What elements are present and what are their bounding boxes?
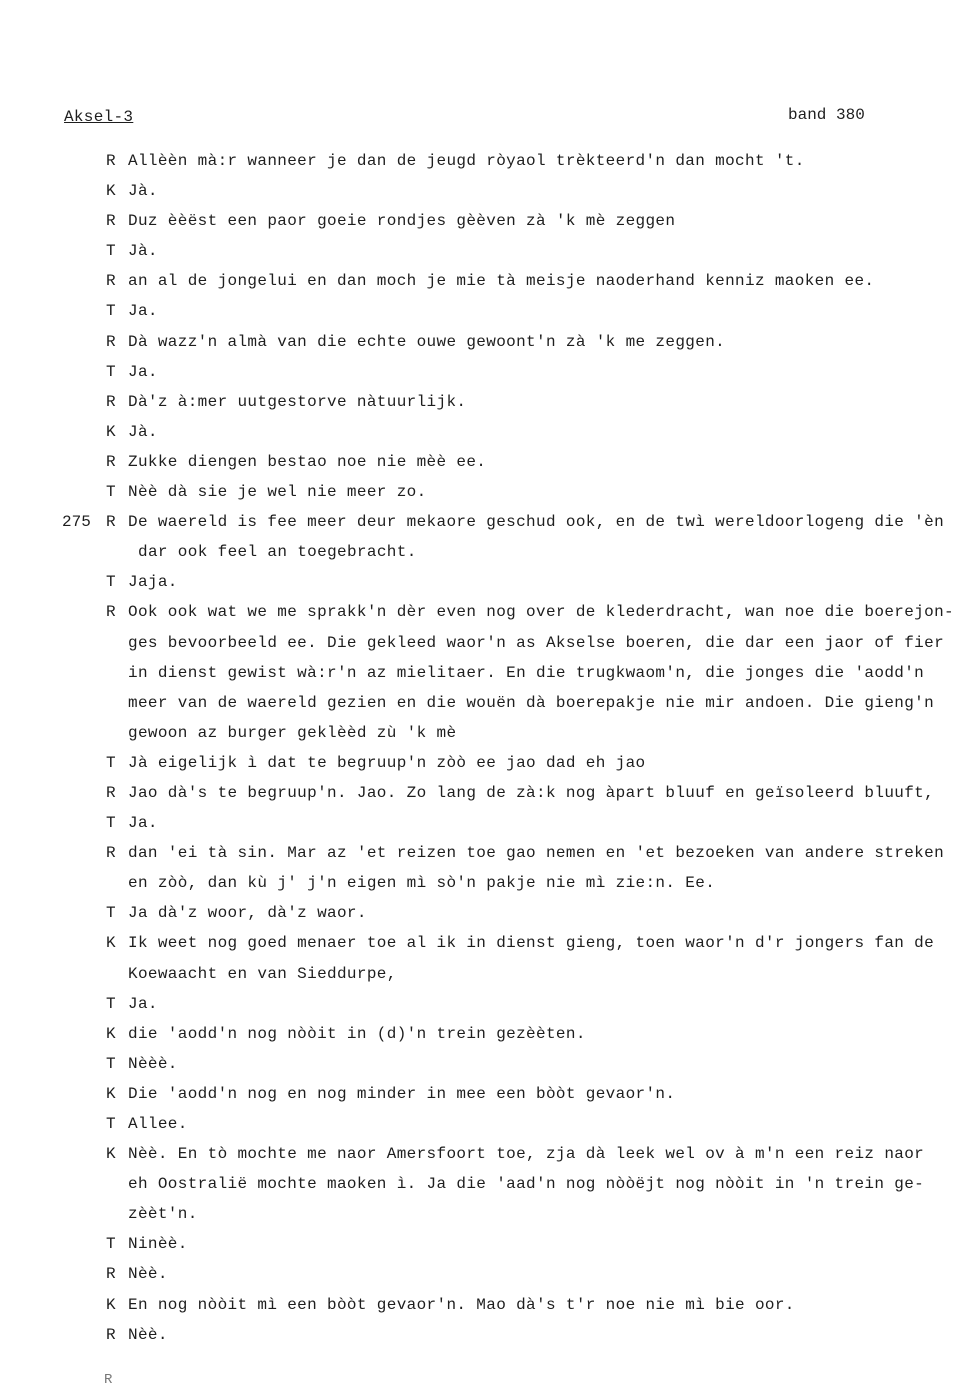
utterance-text: gewoon az burger geklèèd zù 'k mè <box>128 723 457 742</box>
transcript-line <box>0 1019 979 1049</box>
utterance-text: Ja. <box>128 362 158 381</box>
speaker-label: T <box>106 1235 116 1254</box>
transcript-line <box>0 1259 979 1289</box>
transcript-line <box>0 296 979 326</box>
transcript-turn <box>0 1109 979 1139</box>
transcript-line <box>0 1079 979 1109</box>
transcript-turn <box>0 898 979 928</box>
speaker-label: R <box>106 783 116 802</box>
transcript-turn <box>0 838 979 898</box>
utterance-text: En nog nòòit mì een bòòt gevaor'n. Mao dà's t'r noe nie mì bie oor. <box>128 1295 795 1314</box>
utterance-text: an al de jongelui en dan moch je mie tà meisje naoderhand kenniz maoken ee. <box>128 272 875 291</box>
utterance-text: dar ook feel an toegebracht. <box>138 543 417 562</box>
transcript-turn <box>0 597 979 747</box>
transcript-line <box>0 417 979 447</box>
utterance-text: Allèèn mà:r wanneer je dan de jeugd ròyaol trèkteerd'n dan mocht 't. <box>128 152 805 170</box>
utterance-text: ges bevoorbeeld ee. Die gekleed waor'n as Akselse boeren, die dar een jaor of fier <box>128 633 945 652</box>
document-code: Aksel-3 <box>64 108 134 126</box>
transcript-line <box>0 266 979 296</box>
utterance-text: Jà. <box>128 242 158 261</box>
transcript-line <box>0 447 979 477</box>
transcript-line <box>0 176 979 206</box>
speaker-label: T <box>106 904 116 923</box>
utterance-text: en zòò, dan kù j' j'n eigen mì sò'n pakje nie mì zie:n. Ee. <box>128 874 716 893</box>
transcript-turn <box>0 266 979 296</box>
speaker-label: R <box>106 332 116 351</box>
utterance-text: Die 'aodd'n nog en nog minder in mee een bòòt gevaor'n. <box>128 1084 676 1103</box>
transcript-line <box>0 628 979 658</box>
transcript-line <box>0 748 979 778</box>
transcript-line <box>0 1290 979 1320</box>
transcript-turn <box>0 778 979 808</box>
transcript-line <box>0 477 979 507</box>
transcript-turn <box>0 989 979 1019</box>
utterance-text: Jà. <box>128 422 158 441</box>
speaker-label: T <box>106 302 116 321</box>
utterance-text: in dienst gewist wà:r'n az mielitaer. En die trugkwaom'n, die jonges die 'aodd'n <box>128 663 925 682</box>
transcript-turn <box>0 357 979 387</box>
utterance-text: Jaja. <box>128 573 178 592</box>
speaker-label: T <box>106 242 116 261</box>
speaker-label: R <box>106 844 116 863</box>
transcript-turn <box>0 1019 979 1049</box>
speaker-label: R <box>106 1265 116 1284</box>
utterance-text: Ik weet nog goed menaer toe al ik in dienst gieng, toen waor'n d'r jongers fan de <box>128 934 935 953</box>
speaker-label: R <box>106 513 116 532</box>
transcript-turn <box>0 447 979 477</box>
transcript-line <box>0 808 979 838</box>
transcript-line <box>0 989 979 1019</box>
transcript-line <box>0 206 979 236</box>
utterance-text: eh Oostralië mochte maoken ì. Ja die 'aad'n nog nòòëjt nog nòòit in 'n trein ge- <box>128 1175 925 1194</box>
speaker-label: R <box>106 272 116 291</box>
utterance-text: die 'aodd'n nog nòòit in (d)'n trein gezèèten. <box>128 1024 586 1043</box>
transcript-turn <box>0 296 979 326</box>
speaker-label: R <box>106 1325 116 1344</box>
transcript-line <box>0 658 979 688</box>
utterance-text: zèèt'n. <box>128 1205 198 1224</box>
speaker-label: K <box>106 1024 116 1043</box>
transcript-turn <box>0 507 979 567</box>
transcript-turn <box>0 387 979 417</box>
speaker-label: T <box>106 814 116 833</box>
transcript-line <box>0 898 979 928</box>
transcript-turn <box>0 748 979 778</box>
speaker-label: K <box>106 1145 116 1164</box>
speaker-label: K <box>106 422 116 441</box>
transcript-line <box>0 1139 979 1169</box>
speaker-label: K <box>106 934 116 953</box>
utterance-text: meer van de waereld gezien en die wouën dà boerepakje nie mir andoen. Die gieng'n <box>128 693 935 712</box>
utterance-text: Ja. <box>128 994 158 1013</box>
transcript-line <box>0 1169 979 1199</box>
utterance-text: Nèè. <box>128 1325 168 1344</box>
utterance-text: dan 'ei tà sin. Mar az 'et reizen toe gao nemen en 'et bezoeken van andere streken <box>128 844 945 863</box>
transcript-line <box>0 868 979 898</box>
speaker-label: R <box>106 212 116 231</box>
speaker-label: K <box>106 182 116 201</box>
speaker-label: K <box>106 1084 116 1103</box>
speaker-label: R <box>106 452 116 471</box>
speaker-label: R <box>106 392 116 411</box>
transcript-line <box>0 387 979 417</box>
transcript-line <box>0 597 979 627</box>
utterance-text: Nèè dà sie je wel nie meer zo. <box>128 483 427 502</box>
transcript-line <box>0 718 979 748</box>
transcript-turn <box>0 808 979 838</box>
speaker-label: R <box>106 152 116 170</box>
utterance-text: Ja dà'z woor, dà'z waor. <box>128 904 367 923</box>
transcript-turn <box>0 928 979 988</box>
utterance-text: Ja. <box>128 814 158 833</box>
transcript-turn <box>0 1079 979 1109</box>
utterance-text: Dà'z à:mer uutgestorve nàtuurlijk. <box>128 392 467 411</box>
transcript-turn <box>0 1259 979 1289</box>
utterance-text: Nèèè. <box>128 1054 178 1073</box>
transcript-line <box>0 357 979 387</box>
utterance-text: Ook ook wat we me sprakk'n dèr even nog over de klederdracht, wan noe die boerejon- <box>128 603 954 622</box>
transcript-line <box>0 928 979 958</box>
transcript-turn <box>0 477 979 507</box>
transcript-line <box>0 537 979 567</box>
transcript-turn <box>0 1229 979 1259</box>
transcript-line <box>0 1049 979 1079</box>
utterance-text: Jà eigelijk ì dat te begruup'n zòò ee jao dad eh jao <box>128 753 646 772</box>
utterance-text: Allee. <box>128 1115 188 1133</box>
utterance-text: De waereld is fee meer deur mekaore geschud ook, en de twì wereldoorlogeng die 'èn <box>128 513 945 532</box>
transcript-line <box>0 236 979 266</box>
transcript-line <box>0 778 979 808</box>
transcript-turn <box>0 567 979 597</box>
transcript-turn <box>0 236 979 266</box>
transcript-turn <box>0 206 979 236</box>
utterance-text: Jao dà's te begruup'n. Jao. Zo lang de zà:k nog àpart bluuf en geïsoleerd bluuft, <box>128 783 935 802</box>
transcript-turn <box>0 1139 979 1229</box>
utterance-text: Dà wazz'n almà van die echte ouwe gewoont'n zà 'k me zeggen. <box>128 332 726 351</box>
speaker-label: T <box>106 362 116 381</box>
transcript-line <box>0 1320 979 1350</box>
transcript-line <box>0 1199 979 1229</box>
speaker-label: R <box>106 603 116 622</box>
speaker-label: T <box>106 753 116 772</box>
transcript-line <box>0 507 979 537</box>
transcript-line <box>0 688 979 718</box>
utterance-text: Zukke diengen bestao noe nie mèè ee. <box>128 452 487 471</box>
transcript-line <box>0 838 979 868</box>
transcript-turn <box>0 1320 979 1350</box>
transcript-turn <box>0 1049 979 1079</box>
transcript-turn <box>0 417 979 447</box>
speaker-label: K <box>106 1295 116 1314</box>
transcript-turn <box>0 327 979 357</box>
speaker-label: T <box>106 994 116 1013</box>
utterance-text: Ninèè. <box>128 1235 188 1254</box>
transcript-line <box>0 567 979 597</box>
speaker-label: T <box>106 1054 116 1073</box>
footer-mark: R <box>104 1372 113 1388</box>
utterance-text: Nèè. En tò mochte me naor Amersfoort toe, zja dà leek wel ov à m'n een reiz naor <box>128 1145 925 1164</box>
tape-band-number: band 380 <box>788 106 865 124</box>
line-number: 275 <box>62 513 91 532</box>
transcript-line <box>0 959 979 989</box>
speaker-label: T <box>106 483 116 502</box>
transcript-turn <box>0 146 979 176</box>
transcript-line <box>0 146 979 176</box>
utterance-text: Ja. <box>128 302 158 321</box>
speaker-label: T <box>106 1115 116 1133</box>
transcript-line <box>0 1229 979 1259</box>
transcript-turn <box>0 1290 979 1320</box>
utterance-text: Koewaacht en van Sieddurpe, <box>128 964 397 983</box>
utterance-text: Jà. <box>128 182 158 201</box>
speaker-label: T <box>106 573 116 592</box>
transcript-turn <box>0 176 979 206</box>
transcript-body <box>0 146 979 1350</box>
transcript-line <box>0 327 979 357</box>
utterance-text: Nèè. <box>128 1265 168 1284</box>
transcript-line <box>0 1109 979 1139</box>
utterance-text: Duz èèëst een paor goeie rondjes gèèven zà 'k mè zeggen <box>128 212 676 231</box>
